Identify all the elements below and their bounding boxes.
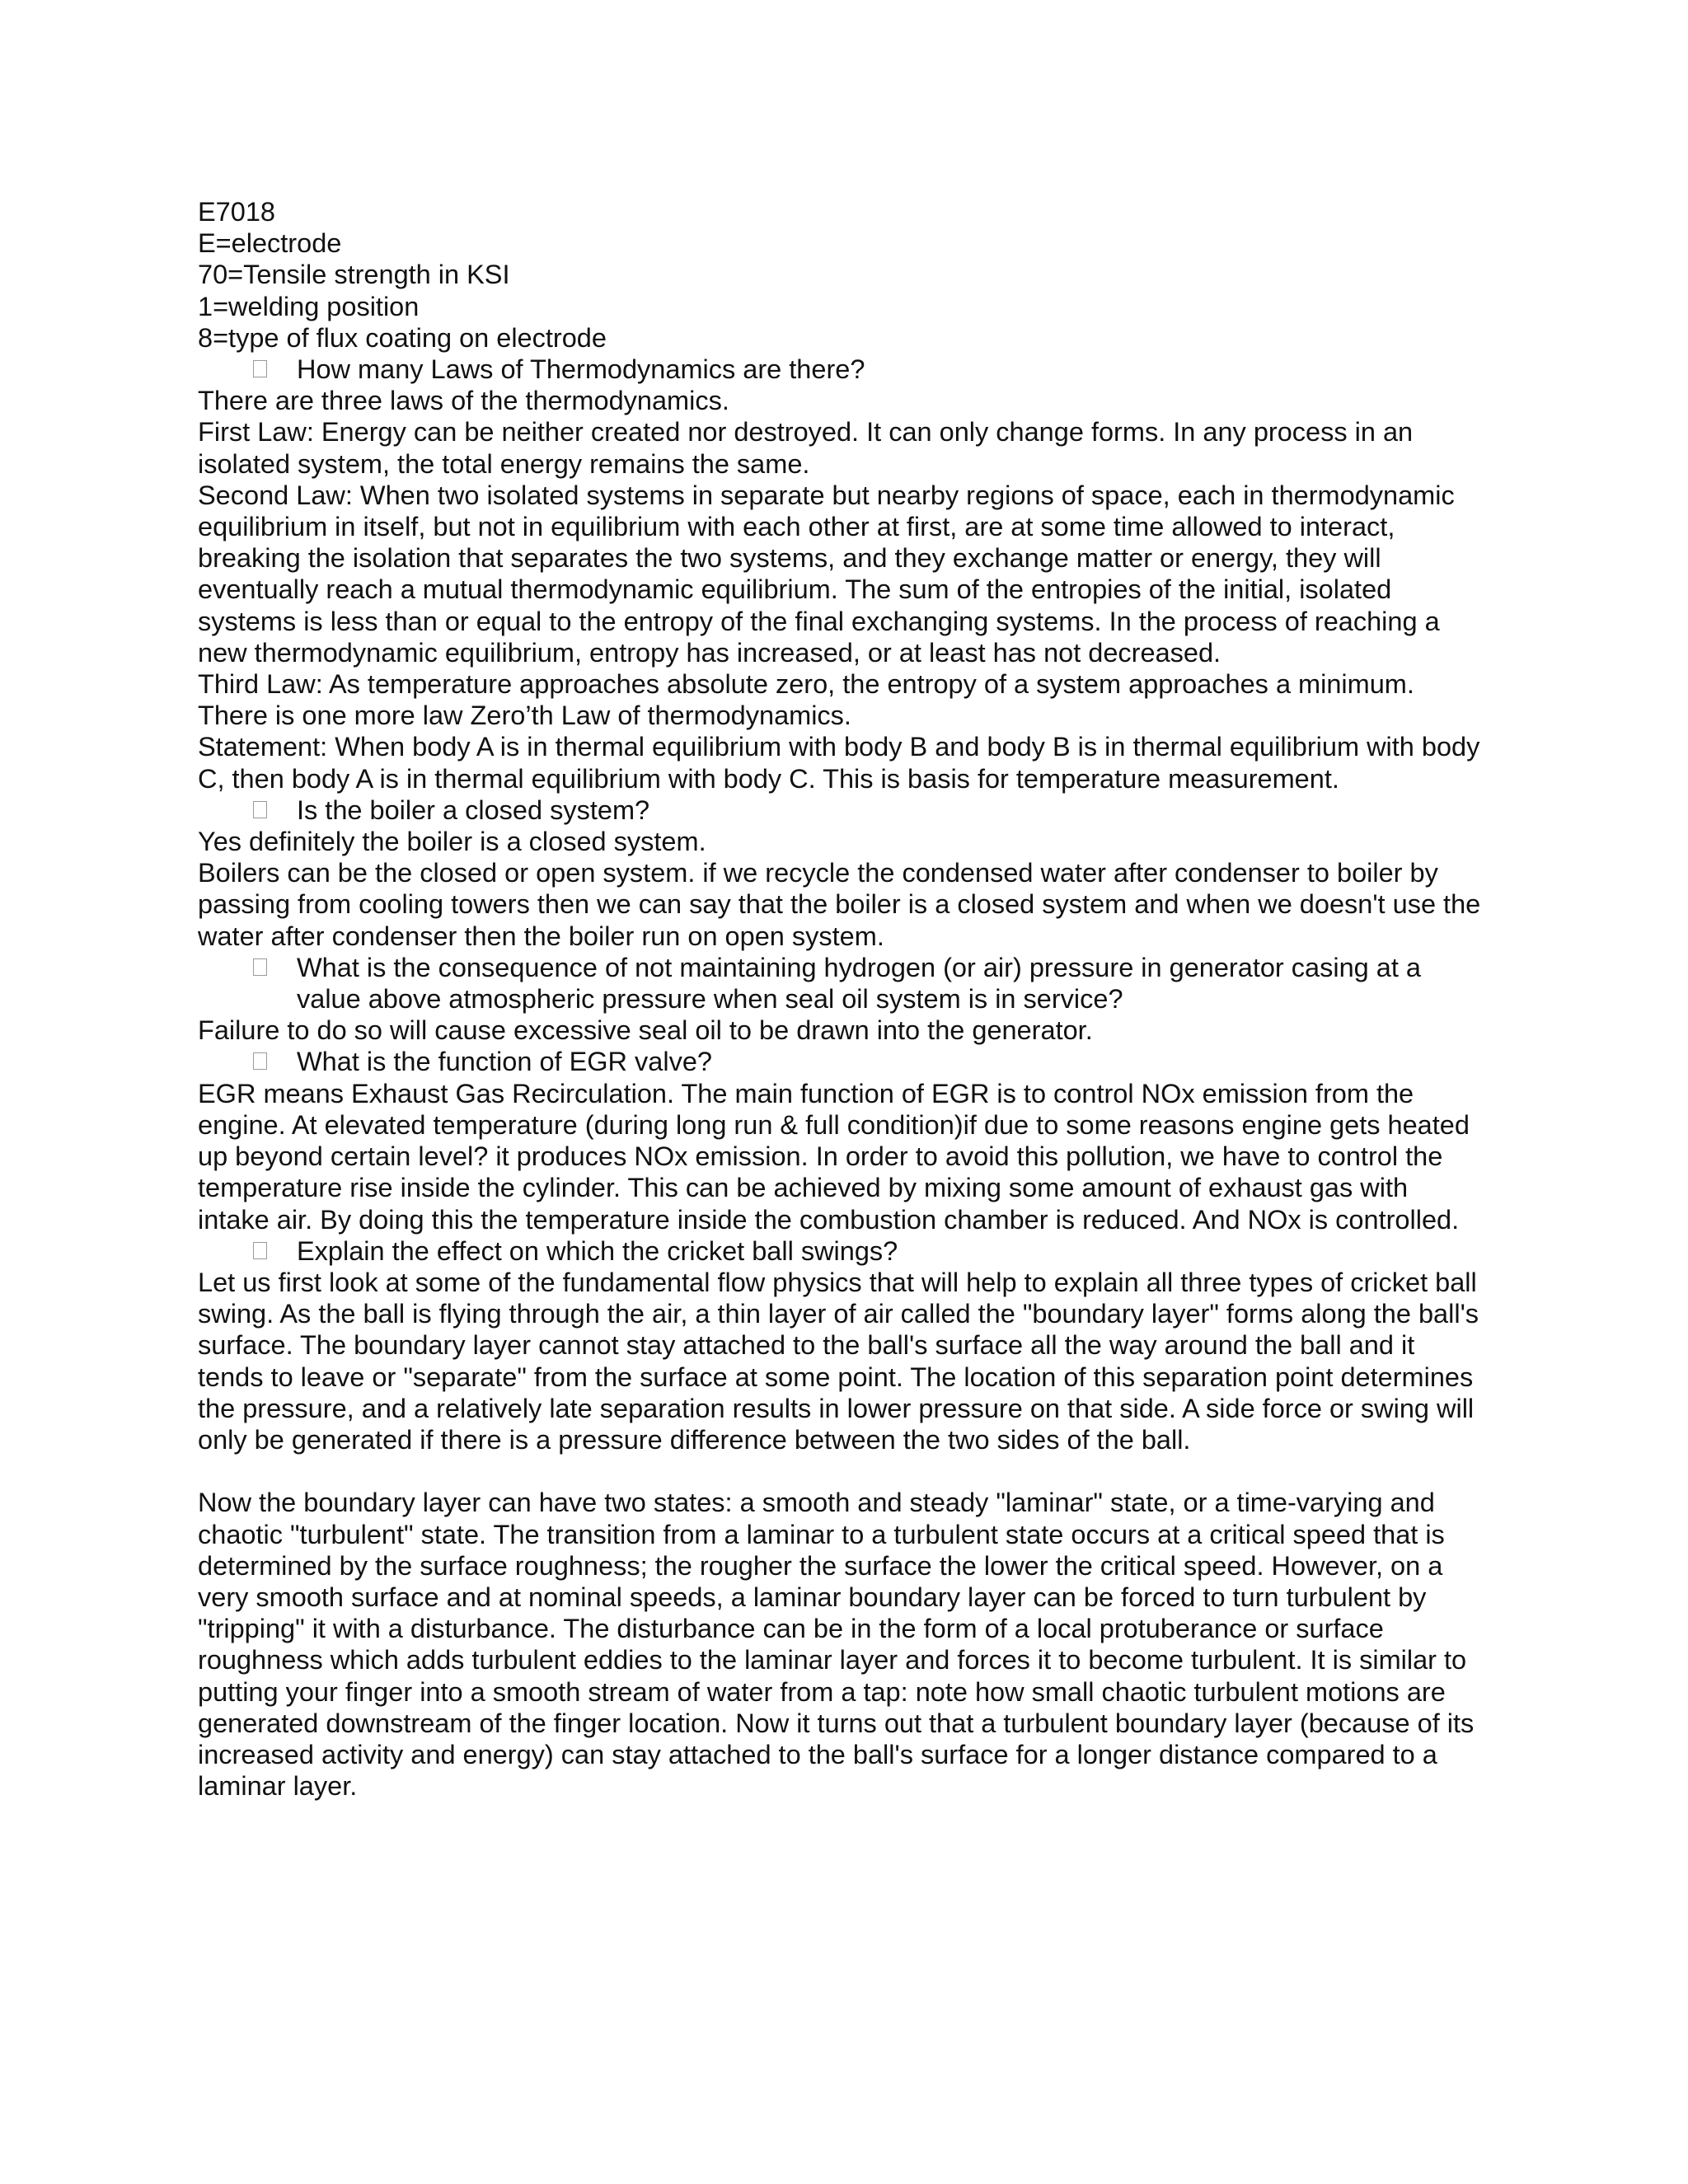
bullet-box-icon: [253, 1242, 267, 1259]
question-thermodynamics-laws: [198, 354, 1484, 385]
document-page: [198, 196, 1484, 1802]
bullet-box-icon: [253, 360, 267, 377]
question-cricket-ball-swing: [198, 1235, 1484, 1267]
question-hydrogen-pressure: [198, 952, 1484, 1015]
bullet-box-icon: [253, 1052, 267, 1070]
question-boiler-closed-system: [198, 794, 1484, 826]
answer-paragraph: EGR means Exhaust Gas Recirculation. The main function of EGR is to control NOx emission from the engine. At elevated temperature (during long run & full condition)if due to some reasons engine gets heated up beyond certain level? it produces NOx emission. In order to avoid this pollution, we have to control the temperature rise inside the cylinder. This can be achieved by mixing some amount of exhaust gas with intake air. By doing this the temperature inside the combustion chamber is reduced. And NOx is controlled.: [198, 1078, 1470, 1235]
electrode-code-8: 8=type of flux coating on electrode: [198, 322, 607, 353]
answer-paragraph: There is one more law Zero’th Law of thermodynamics.: [198, 701, 851, 731]
answer-paragraph: Let us first look at some of the fundamental flow physics that will help to explain all three types of cricket ball swing. As the ball is flying through the air, a thin layer of air called the "boundary layer" forms along the ball's surface. The boundary layer cannot stay attached to the ball's surface all the way around the ball and it tends to leave or "separate" from the surface at some point. The location of this separation point determines the pressure, and a relatively late separation results in lower pressure on that side. A side force or swing will only be generated if there is a pressure difference between the two sides of the ball.: [198, 1267, 1479, 1455]
answer-paragraph: Third Law: As temperature approaches absolute zero, the entropy of a system approaches a minimum.: [198, 669, 1414, 700]
answer-paragraph: Boilers can be the closed or open system. if we recycle the condensed water after condenser to boiler by passing from cooling towers then we can say that the boiler is a closed system and when we doesn't use the water after condenser then the boiler run on open system.: [198, 858, 1481, 951]
electrode-code-70: 70=Tensile strength in KSI: [198, 260, 510, 290]
answer-paragraph: First Law: Energy can be neither created nor destroyed. It can only change forms. In any process in an isolated system, the total energy remains the same.: [198, 417, 1414, 479]
answer-paragraph: Second Law: When two isolated systems in separate but nearby regions of space, each in thermodynamic equilibrium in itself, but not in equilibrium with each other at first, are at some time allowed to interact, breaking the isolation that separates the two systems, and they exchange matter or energy, they will eventually reach a mutual thermodynamic equilibrium. The sum of the entropies of the initial, isolated systems is less than or equal to the entropy of the final exchanging systems. In the process of reaching a new thermodynamic equilibrium, entropy has increased, or at least has not decreased.: [198, 480, 1455, 668]
question-egr-valve: [198, 1046, 1484, 1077]
question-text: Is the boiler a closed system?: [297, 794, 650, 825]
question-text: Explain the effect on which the cricket ball swings?: [297, 1235, 898, 1266]
electrode-code-block: [198, 196, 1484, 354]
electrode-code: E7018: [198, 197, 275, 227]
answer-paragraph: Statement: When body A is in thermal equilibrium with body B and body B is in thermal equilibrium with body C, then body A is in thermal equilibrium with body C. This is basis for temperature measurement.: [198, 732, 1480, 794]
answer-paragraph: Failure to do so will cause excessive seal oil to be drawn into the generator.: [198, 1015, 1093, 1046]
paragraph-spacer: [198, 1455, 1484, 1487]
electrode-code-1: 1=welding position: [198, 291, 420, 321]
question-text: How many Laws of Thermodynamics are there?: [297, 354, 865, 385]
electrode-code-e: E=electrode: [198, 228, 342, 259]
bullet-box-icon: [253, 958, 267, 976]
answer-paragraph: Now the boundary layer can have two states: a smooth and steady "laminar" state, or a time-varying and chaotic "turbulent" state. The transition from a laminar to a turbulent state occurs at a critical speed that is determined by the surface roughness; the rougher the surface the lower the critical speed. However, on a very smooth surface and at nominal speeds, a laminar boundary layer can be forced to turn turbulent by "tripping" it with a disturbance. The disturbance can be in the form of a local protuberance or surface roughness which adds turbulent eddies to the laminar layer and forces it to become turbulent. It is similar to putting your finger into a smooth stream of water from a tap: note how small chaotic turbulent motions are generated downstream of the finger location. Now it turns out that a turbulent boundary layer (because of its increased activity and energy) can stay attached to the ball's surface for a longer distance compared to a laminar layer.: [198, 1488, 1475, 1802]
bullet-box-icon: [253, 801, 267, 818]
answer-paragraph: There are three laws of the thermodynamics.: [198, 386, 729, 416]
question-text: What is the function of EGR valve?: [297, 1047, 712, 1077]
answer-paragraph: Yes definitely the boiler is a closed system.: [198, 827, 706, 857]
question-text: What is the consequence of not maintaining hydrogen (or air) pressure in generator casing at a value above atmospheric pressure when seal oil system is in service?: [297, 952, 1421, 1015]
